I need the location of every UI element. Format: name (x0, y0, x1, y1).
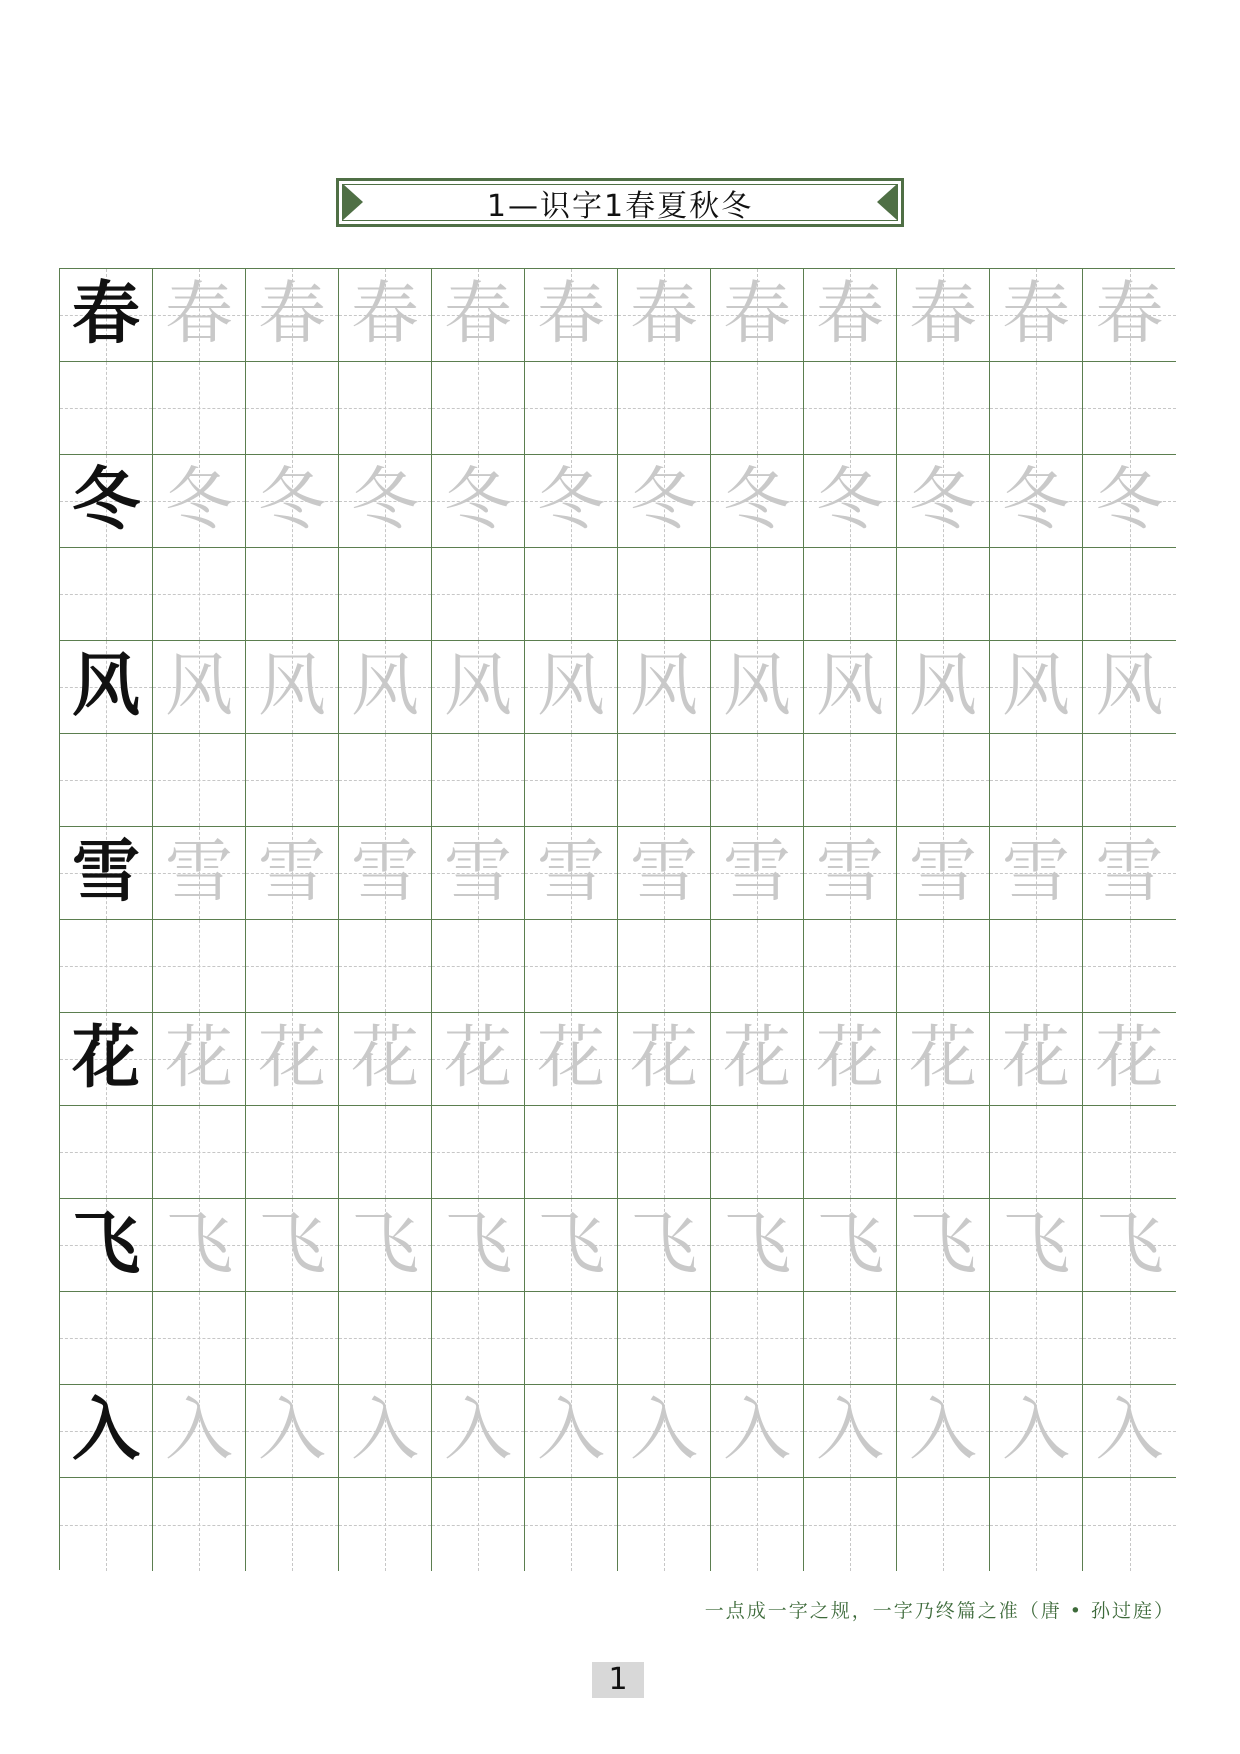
blank-practice-cell (711, 362, 804, 455)
practice-cell (60, 1199, 153, 1292)
trace-character: 飞 (908, 1205, 977, 1284)
trace-character: 风 (164, 647, 233, 726)
practice-cell (60, 1013, 153, 1106)
trace-character: 入 (164, 1391, 233, 1470)
practice-cell (711, 1013, 804, 1106)
blank-practice-cell (432, 1106, 525, 1199)
practice-cell (153, 1013, 246, 1106)
trace-character: 花 (815, 1019, 884, 1098)
practice-cell (432, 1385, 525, 1478)
model-character: 雪 (71, 833, 140, 912)
trace-character: 飞 (350, 1205, 419, 1284)
worksheet-title: 1—识字1春夏秋冬 (486, 188, 754, 224)
blank-practice-cell (897, 920, 990, 1013)
practice-cell (897, 1013, 990, 1106)
practice-cell (339, 269, 432, 362)
trace-character: 入 (350, 1391, 419, 1470)
trace-character: 风 (443, 647, 512, 726)
model-character: 冬 (71, 461, 140, 540)
practice-cell (1083, 1013, 1176, 1106)
blank-practice-cell (432, 1292, 525, 1385)
practice-cell (246, 455, 339, 548)
blank-practice-cell (804, 362, 897, 455)
blank-practice-cell (618, 548, 711, 641)
practice-cell (804, 455, 897, 548)
trace-character: 入 (629, 1391, 698, 1470)
blank-practice-cell (432, 1478, 525, 1571)
practice-cell (711, 827, 804, 920)
blank-practice-cell (60, 362, 153, 455)
trace-character: 春 (536, 275, 605, 354)
practice-cell (711, 641, 804, 734)
practice-cell (1083, 641, 1176, 734)
practice-cell (525, 1385, 618, 1478)
trace-character: 冬 (629, 461, 698, 540)
trace-character: 花 (629, 1019, 698, 1098)
practice-cell (60, 641, 153, 734)
banner-left-corner-ornament (343, 184, 363, 220)
practice-cell (153, 269, 246, 362)
practice-cell (711, 1199, 804, 1292)
practice-cell (990, 1013, 1083, 1106)
blank-practice-cell (246, 734, 339, 827)
practice-cell (246, 827, 339, 920)
practice-cell (246, 269, 339, 362)
blank-practice-cell (339, 1292, 432, 1385)
blank-practice-cell (711, 734, 804, 827)
blank-practice-cell (153, 1106, 246, 1199)
trace-character: 入 (1001, 1391, 1070, 1470)
blank-practice-cell (990, 1292, 1083, 1385)
practice-cell (804, 269, 897, 362)
trace-character: 春 (350, 275, 419, 354)
practice-cell (990, 827, 1083, 920)
trace-character: 雪 (629, 833, 698, 912)
blank-practice-cell (897, 1292, 990, 1385)
trace-character: 飞 (1095, 1205, 1164, 1284)
practice-cell (432, 1199, 525, 1292)
trace-character: 飞 (722, 1205, 791, 1284)
practice-cell (432, 641, 525, 734)
trace-character: 雪 (164, 833, 233, 912)
practice-cell (618, 1013, 711, 1106)
blank-practice-cell (339, 548, 432, 641)
trace-character: 风 (908, 647, 977, 726)
blank-practice-cell (1083, 1478, 1176, 1571)
blank-practice-cell (804, 1292, 897, 1385)
worksheet-title-banner (336, 178, 904, 227)
trace-character: 冬 (1001, 461, 1070, 540)
practice-cell (897, 1385, 990, 1478)
blank-practice-cell (897, 548, 990, 641)
blank-practice-cell (990, 734, 1083, 827)
blank-practice-cell (990, 1106, 1083, 1199)
blank-practice-cell (990, 920, 1083, 1013)
trace-character: 入 (815, 1391, 884, 1470)
trace-character: 花 (164, 1019, 233, 1098)
trace-character: 花 (722, 1019, 791, 1098)
blank-practice-cell (153, 734, 246, 827)
calligraphy-practice-grid (59, 268, 1175, 1570)
trace-character: 雪 (443, 833, 512, 912)
practice-cell (525, 827, 618, 920)
trace-character: 入 (1095, 1391, 1164, 1470)
blank-practice-cell (339, 1478, 432, 1571)
model-character: 花 (71, 1019, 140, 1098)
trace-character: 雪 (350, 833, 419, 912)
practice-cell (153, 455, 246, 548)
blank-practice-cell (153, 362, 246, 455)
trace-character: 飞 (257, 1205, 326, 1284)
practice-cell (618, 1385, 711, 1478)
practice-cell (1083, 827, 1176, 920)
trace-character: 春 (257, 275, 326, 354)
practice-cell (897, 269, 990, 362)
blank-practice-cell (1083, 734, 1176, 827)
practice-cell (711, 269, 804, 362)
practice-cell (432, 269, 525, 362)
blank-practice-cell (804, 734, 897, 827)
practice-cell (60, 455, 153, 548)
trace-character: 风 (815, 647, 884, 726)
blank-practice-cell (711, 1106, 804, 1199)
practice-cell (897, 827, 990, 920)
trace-character: 入 (908, 1391, 977, 1470)
blank-practice-cell (1083, 548, 1176, 641)
page-number: 1 (592, 1662, 644, 1698)
practice-cell (897, 455, 990, 548)
trace-character: 入 (722, 1391, 791, 1470)
practice-cell (990, 1385, 1083, 1478)
blank-practice-cell (246, 1478, 339, 1571)
practice-cell (804, 641, 897, 734)
trace-character: 风 (536, 647, 605, 726)
trace-character: 雪 (908, 833, 977, 912)
blank-practice-cell (804, 1478, 897, 1571)
trace-character: 冬 (257, 461, 326, 540)
practice-cell (339, 641, 432, 734)
trace-character: 花 (908, 1019, 977, 1098)
practice-cell (1083, 455, 1176, 548)
calligraphy-quote: 一点成一字之规，一字乃终篇之准（唐 • 孙过庭） (704, 1600, 1175, 1622)
trace-character: 风 (1095, 647, 1164, 726)
blank-practice-cell (153, 548, 246, 641)
blank-practice-cell (525, 1478, 618, 1571)
practice-cell (246, 1199, 339, 1292)
trace-character: 飞 (164, 1205, 233, 1284)
trace-character: 花 (1095, 1019, 1164, 1098)
practice-cell (525, 1199, 618, 1292)
blank-practice-cell (153, 1292, 246, 1385)
practice-cell (804, 1013, 897, 1106)
blank-practice-cell (60, 1478, 153, 1571)
blank-practice-cell (804, 548, 897, 641)
blank-practice-cell (1083, 1292, 1176, 1385)
practice-cell (153, 827, 246, 920)
blank-practice-cell (1083, 1106, 1176, 1199)
blank-practice-cell (60, 1106, 153, 1199)
practice-cell (804, 1385, 897, 1478)
blank-practice-cell (1083, 362, 1176, 455)
trace-character: 冬 (443, 461, 512, 540)
practice-cell (897, 1199, 990, 1292)
trace-character: 花 (350, 1019, 419, 1098)
trace-character: 飞 (815, 1205, 884, 1284)
blank-practice-cell (525, 362, 618, 455)
practice-cell (618, 827, 711, 920)
blank-practice-cell (246, 920, 339, 1013)
blank-practice-cell (618, 1478, 711, 1571)
blank-practice-cell (804, 1106, 897, 1199)
model-character: 飞 (71, 1205, 140, 1284)
blank-practice-cell (897, 734, 990, 827)
trace-character: 花 (443, 1019, 512, 1098)
practice-cell (1083, 269, 1176, 362)
practice-cell (990, 641, 1083, 734)
practice-cell (432, 827, 525, 920)
practice-cell (618, 1199, 711, 1292)
practice-cell (711, 455, 804, 548)
blank-practice-cell (432, 920, 525, 1013)
trace-character: 飞 (629, 1205, 698, 1284)
blank-practice-cell (618, 1292, 711, 1385)
blank-practice-cell (525, 548, 618, 641)
blank-practice-cell (339, 362, 432, 455)
blank-practice-cell (1083, 920, 1176, 1013)
practice-cell (339, 1199, 432, 1292)
practice-cell (711, 1385, 804, 1478)
blank-practice-cell (246, 1292, 339, 1385)
blank-practice-cell (804, 920, 897, 1013)
practice-cell (804, 827, 897, 920)
blank-practice-cell (339, 1106, 432, 1199)
trace-character: 春 (815, 275, 884, 354)
trace-character: 飞 (1001, 1205, 1070, 1284)
practice-cell (153, 1199, 246, 1292)
blank-practice-cell (246, 548, 339, 641)
model-character: 春 (71, 275, 140, 354)
practice-cell (60, 827, 153, 920)
blank-practice-cell (990, 362, 1083, 455)
practice-cell (1083, 1199, 1176, 1292)
trace-character: 雪 (722, 833, 791, 912)
trace-character: 冬 (350, 461, 419, 540)
blank-practice-cell (246, 362, 339, 455)
practice-cell (246, 641, 339, 734)
blank-practice-cell (432, 734, 525, 827)
trace-character: 雪 (536, 833, 605, 912)
banner-right-corner-ornament (877, 184, 897, 220)
trace-character: 风 (257, 647, 326, 726)
trace-character: 花 (536, 1019, 605, 1098)
practice-cell (897, 641, 990, 734)
trace-character: 入 (443, 1391, 512, 1470)
trace-character: 飞 (536, 1205, 605, 1284)
trace-character: 风 (629, 647, 698, 726)
trace-character: 雪 (1095, 833, 1164, 912)
blank-practice-cell (525, 1292, 618, 1385)
blank-practice-cell (432, 548, 525, 641)
practice-cell (525, 269, 618, 362)
blank-practice-cell (339, 920, 432, 1013)
practice-cell (60, 269, 153, 362)
trace-character: 冬 (908, 461, 977, 540)
blank-practice-cell (711, 920, 804, 1013)
practice-cell (1083, 1385, 1176, 1478)
trace-character: 花 (1001, 1019, 1070, 1098)
blank-practice-cell (618, 920, 711, 1013)
blank-practice-cell (897, 1478, 990, 1571)
trace-character: 风 (722, 647, 791, 726)
practice-cell (246, 1385, 339, 1478)
blank-practice-cell (60, 1292, 153, 1385)
trace-character: 冬 (722, 461, 791, 540)
practice-cell (60, 1385, 153, 1478)
practice-cell (153, 641, 246, 734)
practice-cell (525, 1013, 618, 1106)
trace-character: 冬 (815, 461, 884, 540)
trace-character: 风 (350, 647, 419, 726)
model-character: 入 (71, 1391, 140, 1470)
blank-practice-cell (990, 548, 1083, 641)
trace-character: 春 (629, 275, 698, 354)
practice-cell (339, 1013, 432, 1106)
blank-practice-cell (711, 1292, 804, 1385)
blank-practice-cell (897, 1106, 990, 1199)
practice-cell (339, 827, 432, 920)
model-character: 风 (71, 647, 140, 726)
trace-character: 春 (908, 275, 977, 354)
trace-character: 雪 (1001, 833, 1070, 912)
trace-character: 冬 (164, 461, 233, 540)
blank-practice-cell (60, 734, 153, 827)
blank-practice-cell (525, 920, 618, 1013)
trace-character: 雪 (815, 833, 884, 912)
practice-cell (990, 455, 1083, 548)
blank-practice-cell (618, 362, 711, 455)
practice-cell (618, 641, 711, 734)
trace-character: 春 (443, 275, 512, 354)
blank-practice-cell (525, 734, 618, 827)
practice-cell (804, 1199, 897, 1292)
blank-practice-cell (339, 734, 432, 827)
practice-cell (990, 1199, 1083, 1292)
blank-practice-cell (60, 920, 153, 1013)
practice-cell (339, 455, 432, 548)
practice-cell (990, 269, 1083, 362)
trace-character: 入 (536, 1391, 605, 1470)
blank-practice-cell (525, 1106, 618, 1199)
trace-character: 春 (164, 275, 233, 354)
practice-cell (618, 455, 711, 548)
blank-practice-cell (60, 548, 153, 641)
trace-character: 春 (1001, 275, 1070, 354)
blank-practice-cell (153, 1478, 246, 1571)
trace-character: 冬 (536, 461, 605, 540)
trace-character: 花 (257, 1019, 326, 1098)
trace-character: 飞 (443, 1205, 512, 1284)
practice-cell (339, 1385, 432, 1478)
trace-character: 风 (1001, 647, 1070, 726)
blank-practice-cell (711, 548, 804, 641)
blank-practice-cell (618, 1106, 711, 1199)
blank-practice-cell (246, 1106, 339, 1199)
blank-practice-cell (990, 1478, 1083, 1571)
trace-character: 入 (257, 1391, 326, 1470)
trace-character: 春 (1095, 275, 1164, 354)
practice-cell (618, 269, 711, 362)
practice-cell (246, 1013, 339, 1106)
practice-cell (525, 455, 618, 548)
trace-character: 冬 (1095, 461, 1164, 540)
practice-cell (432, 455, 525, 548)
trace-character: 春 (722, 275, 791, 354)
blank-practice-cell (711, 1478, 804, 1571)
blank-practice-cell (432, 362, 525, 455)
practice-cell (432, 1013, 525, 1106)
blank-practice-cell (618, 734, 711, 827)
blank-practice-cell (153, 920, 246, 1013)
practice-cell (525, 641, 618, 734)
blank-practice-cell (897, 362, 990, 455)
practice-cell (153, 1385, 246, 1478)
trace-character: 雪 (257, 833, 326, 912)
